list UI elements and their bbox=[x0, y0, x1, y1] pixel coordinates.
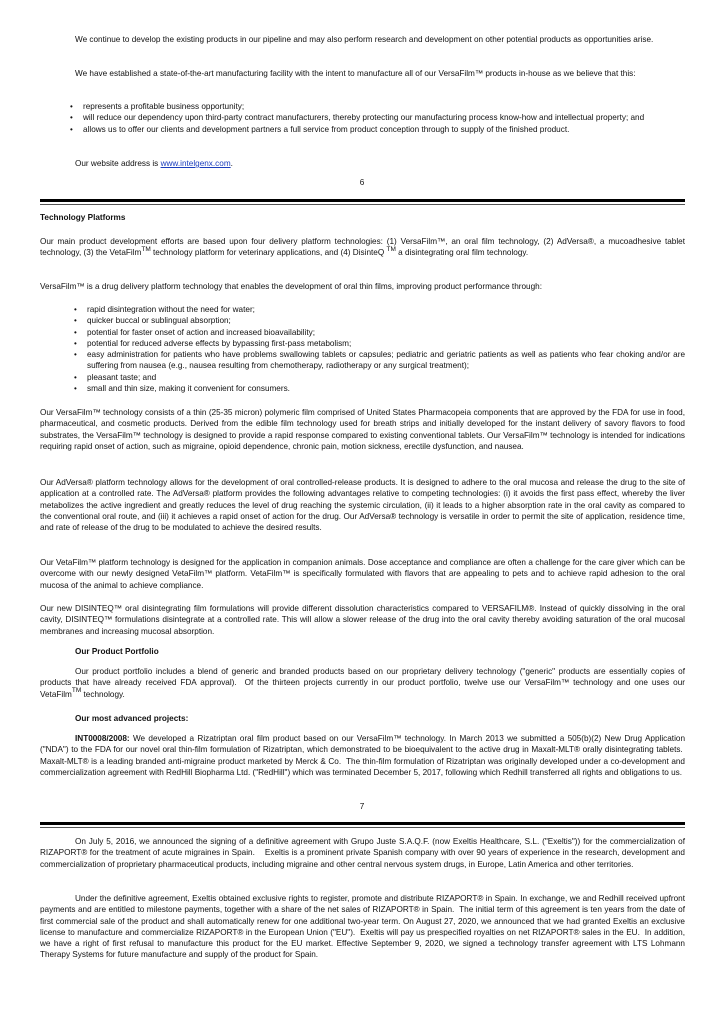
versafilm-intro: VersaFilm™ is a drug delivery platform technology that enables the development of oral thin films, improving product performance through: bbox=[40, 282, 542, 291]
manufacturing-benefits-list bbox=[83, 101, 685, 135]
list-item: • small and thin size, making it convenient for consumers. bbox=[87, 383, 685, 394]
list-item: • potential for reduced adverse effects by bypassing first-pass metabolism; bbox=[87, 338, 685, 349]
page-number: 7 bbox=[359, 802, 365, 811]
page-break-rule-thin bbox=[40, 204, 685, 205]
manufacturing-paragraph: We have established a state-of-the-art manufacturing facility with the intent to manufacture all of our VersaFilm™ products in-house as we believe that this: bbox=[75, 69, 636, 78]
tm-mark: TM bbox=[141, 245, 151, 253]
list-item: • represents a profitable business opportunity; bbox=[83, 101, 685, 112]
website-link[interactable]: www.intelgenx.com bbox=[160, 159, 231, 168]
portfolio-text-a: Our product portfolio includes a blend of generic and branded products based on our proprietary delivery technology ("generic" products are essentially copies of products that have already received FDA approval). Of the thirteen projects currently in our product portfolio, twelve use our VersaFilm™ technology and one uses our VetaFilm bbox=[40, 667, 685, 699]
project-label: INT0008/2008: bbox=[75, 734, 130, 743]
tm-mark: TM bbox=[71, 686, 82, 694]
website-paragraph bbox=[40, 158, 685, 169]
platforms-text-b: technology platform for veterinary applications, and (4) DisinteQ bbox=[150, 248, 387, 258]
portfolio-heading: Our Product Portfolio bbox=[75, 647, 159, 656]
page-break-rule bbox=[40, 199, 685, 202]
website-prefix: Our website address is bbox=[75, 159, 161, 168]
tm-mark: TM bbox=[386, 245, 396, 253]
portfolio-paragraph bbox=[40, 666, 685, 700]
portfolio-text-b: technology. bbox=[81, 689, 125, 699]
vetafilm-paragraph: Our VetaFilm™ platform technology is designed for the application in companion animals. Dose acceptance and compliance are often a challenge for the care giver which can be overcome with our newly designed VetaFilm™ platform. VetaFilm™ is specifically formulated with flavors that are appealing to pets and to achieve rapid adhesion to the oral mucosa of the animal to achieve compliance. bbox=[40, 558, 685, 590]
list-item: • will reduce our dependency upon third-party contract manufacturers, thereby protecting our manufacturing process know-how and intellectual property; and bbox=[83, 112, 685, 123]
pipeline-paragraph: We continue to develop the existing products in our pipeline and may also perform research and development on other potential products as opportunities arise. bbox=[75, 35, 654, 44]
website-suffix: . bbox=[230, 159, 233, 168]
int0008-paragraph bbox=[40, 733, 685, 778]
list-item: • quicker buccal or sublingual absorption; bbox=[87, 315, 685, 326]
disinteq-paragraph: Our new DISINTEQ™ oral disintegrating film formulations will provide different dissolution characteristics compared to VERSAFILM®. Instead of quickly dissolving in the oral cavity, DISINTEQ™ formulations disintegrate at a controlled rate. This will allow a slower release of the drug into the oral cavity thereby avoiding saturation of the oral mucosal membranes and increasing mucosal absorption. bbox=[40, 604, 685, 636]
exeltis-terms-paragraph: Under the definitive agreement, Exeltis obtained exclusive rights to register, promote and distribute RIZAPORT® in Spain. In exchange, we and Redhill received upfront payments and are entitled to milestone payments, together with a share of the net sales of RIZAPORT® in Spain. The initial term of this agreement is ten years from the date of first commercial sale of the product and shall automatically renew for one additional two-year term. On August 27, 2020, we announced that we had granted Exeltis an exclusive license to manufacture and commercialize RIZAPORT® in the European Union ("EU"). Exeltis will pay us prespecified royalties on net RIZAPORT® sales in the EU. In addition, we have a right of first refusal to manufacture this product for the EU market. Effective September 9, 2020, we signed a technology transfer agreement with LTS Lohmann Therapy Systems for future manufacture and supply of the product for Spain. bbox=[40, 894, 685, 960]
list-item: • easy administration for patients who have problems swallowing tablets or capsules; pediatric and geriatric patients as well as patients who fear choking and/or are suffering from nausea (e.g., nausea resulting from chemotherapy, radiotherapy or any surgical treatment); bbox=[87, 349, 685, 372]
list-item: • rapid disintegration without the need for water; bbox=[87, 304, 685, 315]
page-number: 6 bbox=[359, 178, 365, 187]
platforms-paragraph bbox=[40, 236, 685, 259]
project-body: We developed a Rizatriptan oral film product based on our VersaFilm™ technology. In March 2013 we submitted a 505(b)(2) New Drug Application ("NDA") to the FDA for our novel oral thin-film formulation of Rizatriptan, which demonstrated to be bioequivalent to the active drug in Maxalt-MLT® orally disintegrating tablets. Maxalt-MLT® is a leading branded anti-migraine product marketed by Merck & Co. The thin-film formulation of Rizatriptan was originally developed under a co-development and commercialization agreement with RedHill Biopharma Ltd. ("RedHill") which was terminated December 5, 2017, following which Redhill transferred all rights and obligations to us. bbox=[40, 734, 685, 777]
list-item: • allows us to offer our clients and development partners a full service from product conception through to supply of the finished product. bbox=[83, 124, 685, 135]
list-item: • potential for faster onset of action and increased bioavailability; bbox=[87, 327, 685, 338]
platforms-text-a: Our main product development efforts are based upon four delivery platform technologies: (1) VersaFilm™, an oral film technology, (2) AdVersa®, a mucoadhesive tablet technology, (3) the VetaFilm bbox=[40, 237, 685, 258]
page-break-rule bbox=[40, 822, 685, 825]
platforms-text-c: a disintegrating oral film technology. bbox=[395, 248, 529, 258]
section-heading: Technology Platforms bbox=[40, 213, 126, 222]
page-break-rule-thin bbox=[40, 827, 685, 828]
list-item: • pleasant taste; and bbox=[87, 372, 685, 383]
versafilm-benefits-list bbox=[87, 304, 685, 394]
versafilm-detail-paragraph: Our VersaFilm™ technology consists of a thin (25-35 micron) polymeric film comprised of United States Pharmacopeia components that are approved by the FDA for use in food, pharmaceutical, and cosmetic products. Derived from the edible film technology used for breath strips and initially developed for the instant delivery of savory flavors to food substrates, the VersaFilm™ technology is designed to provide a rapid response compared to existing conventional tablets. Our VersaFilm™ technology is intended for indications requiring rapid onset of action, such as migraine, opioid dependence, chronic pain, motion sickness, erectile dysfunction, and nausea. bbox=[40, 408, 685, 451]
adversa-paragraph: Our AdVersa® platform technology allows for the development of oral controlled-release products. It is designed to adhere to the oral mucosa and release the drug to the site of application at a controlled rate. The AdVersa® platform provides the following advantages relative to competing technologies: (i) it avoids the first pass effect, whereby the liver metabolizes the active ingredient and greatly reduces the level of drug reaching the systemic circulation, (ii) it leads to a higher absorption rate in the oral cavity as compared to the conventional oral route, and (iii) it achieves a rapid onset of action for the drug. Our AdVersa® technology is versatile in order to permit the site of application, residence time, and rate of release of the drug to be modulated to achieve the desired results. bbox=[40, 478, 685, 533]
exeltis-agreement-paragraph: On July 5, 2016, we announced the signing of a definitive agreement with Grupo Juste S.A.Q.F. (now Exeltis Healthcare, S.L. ("Exeltis")) for the commercialization of RIZAPORT® for the treatment of acute migraines in Spain. Exeltis is a prominent private Spanish company with over 90 years of experience in the research, development and commercialization of proprietary pharmaceutical products, including migraine and other central nervous system drugs, in Europe, Latin America and other territories. bbox=[40, 837, 685, 869]
advanced-projects-heading: Our most advanced projects: bbox=[75, 714, 189, 723]
